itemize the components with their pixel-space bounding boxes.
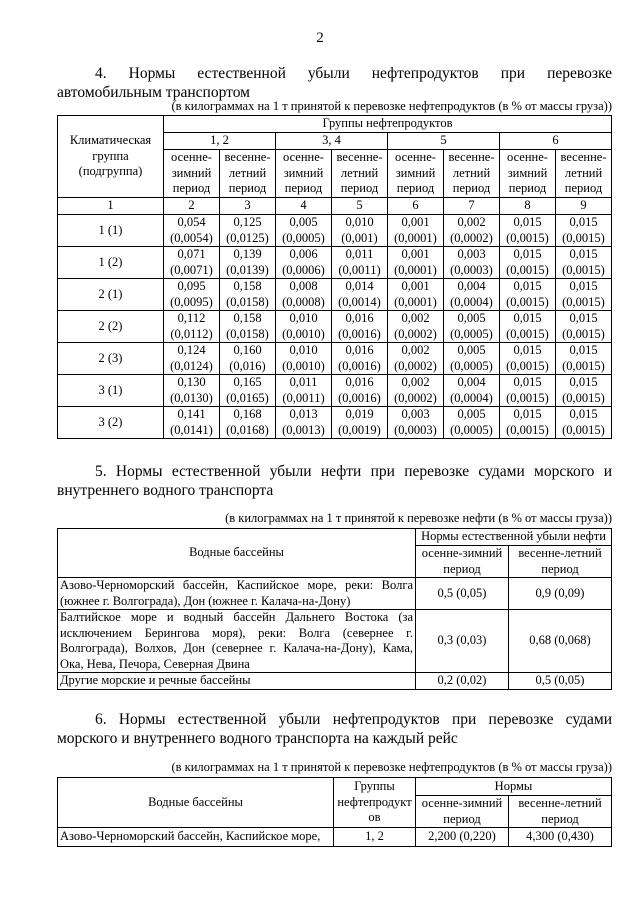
value-cell: 0,019 (0,0019)	[332, 407, 388, 439]
header-spring-summer: весенне-летний период	[332, 150, 388, 198]
value-cell: 0,071 (0,0071)	[164, 247, 220, 279]
header-groups-title: Группы нефтепродуктов	[164, 116, 612, 133]
climate-group-cell: 1 (1)	[58, 215, 164, 247]
table-oil-water-transport	[57, 528, 612, 690]
value-cell: 0,015 (0,0015)	[500, 343, 556, 375]
column-number: 4	[276, 198, 332, 215]
autumn-winter-cell: 0,5 (0,05)	[416, 578, 509, 610]
value-cell: 0,011 (0,0011)	[332, 247, 388, 279]
climate-group-cell: 3 (1)	[58, 375, 164, 407]
header-basins: Водные бассейны	[58, 778, 334, 828]
header-group-2: 3, 4	[276, 133, 388, 150]
header-autumn-winter: осенне-зимний период	[164, 150, 220, 198]
column-number: 6	[388, 198, 444, 215]
header-group-3: 5	[388, 133, 500, 150]
autumn-winter-cell: 2,200 (0,220)	[416, 828, 509, 847]
value-cell: 0,002 (0,0002)	[444, 215, 500, 247]
value-cell: 0,124 (0,0124)	[164, 343, 220, 375]
value-cell: 0,002 (0,0002)	[388, 343, 444, 375]
header-spring-summer: весенне-летний период	[556, 150, 612, 198]
value-cell: 0,010 (0,0010)	[276, 311, 332, 343]
table-row	[58, 673, 612, 690]
value-cell: 0,125 (0,0125)	[220, 215, 276, 247]
spring-summer-cell: 0,5 (0,05)	[509, 673, 612, 690]
header-autumn-winter: осенне-зимний период	[388, 150, 444, 198]
column-number: 1	[58, 198, 164, 215]
header-autumn-winter: осенне-зимний период	[500, 150, 556, 198]
value-cell: 0,001 (0,0001)	[388, 215, 444, 247]
value-cell: 0,130 (0,0130)	[164, 375, 220, 407]
value-cell: 0,004 (0,0004)	[444, 279, 500, 311]
value-cell: 0,001 (0,0001)	[388, 247, 444, 279]
value-cell: 0,001 (0,0001)	[388, 279, 444, 311]
value-cell: 0,002 (0,0002)	[388, 375, 444, 407]
value-cell: 0,008 (0,0008)	[276, 279, 332, 311]
column-number: 9	[556, 198, 612, 215]
value-cell: 0,014 (0,0014)	[332, 279, 388, 311]
value-cell: 0,003 (0,0003)	[388, 407, 444, 439]
value-cell: 0,165 (0,0165)	[220, 375, 276, 407]
value-cell: 0,015 (0,0015)	[500, 311, 556, 343]
spring-summer-cell: 0,9 (0,09)	[509, 578, 612, 610]
value-cell: 0,010 (0,001)	[332, 215, 388, 247]
section6-unit-note: (в килограммах на 1 т принятой к перевозке нефтепродуктов (в % от массы груза))	[171, 760, 612, 774]
section5-title: 5. Нормы естественной убыли нефти при перевозке судами морского и внутреннего водного транспорта	[57, 463, 612, 499]
value-cell: 0,139 (0,0139)	[220, 247, 276, 279]
value-cell: 0,015 (0,0015)	[556, 279, 612, 311]
column-number: 8	[500, 198, 556, 215]
value-cell: 0,016 (0,0016)	[332, 343, 388, 375]
value-cell: 0,005 (0,0005)	[444, 311, 500, 343]
column-number: 5	[332, 198, 388, 215]
value-cell: 0,160 (0,016)	[220, 343, 276, 375]
header-autumn-winter: осенне-зимний период	[276, 150, 332, 198]
spring-summer-cell: 0,68 (0,068)	[509, 610, 612, 673]
header-norms: Нормы естественной убыли нефти	[416, 529, 612, 546]
header-groups: Группы нефтепродукт ов	[334, 778, 416, 828]
section4-unit-note: (в килограммах на 1 т принятой к перевозке нефтепродуктов (в % от массы груза))	[171, 99, 612, 113]
climate-group-cell: 2 (2)	[58, 311, 164, 343]
value-cell: 0,005 (0,0005)	[276, 215, 332, 247]
value-cell: 0,168 (0,0168)	[220, 407, 276, 439]
table-auto-transport	[57, 115, 612, 439]
autumn-winter-cell: 0,3 (0,03)	[416, 610, 509, 673]
header-spring-summer: весенне-летний период	[220, 150, 276, 198]
header-group-1: 1, 2	[164, 133, 276, 150]
value-cell: 0,015 (0,0015)	[500, 215, 556, 247]
value-cell: 0,015 (0,0015)	[500, 279, 556, 311]
table-row	[58, 279, 612, 311]
value-cell: 0,011 (0,0011)	[276, 375, 332, 407]
table-row	[58, 375, 612, 407]
value-cell: 0,158 (0,0158)	[220, 279, 276, 311]
value-cell: 0,015 (0,0015)	[556, 215, 612, 247]
header-group-4: 6	[500, 133, 612, 150]
section6-title: 6. Нормы естественной убыли нефтепродуктов при перевозке судами морского и внутреннего водного транспорта на каждый рейс	[57, 711, 612, 747]
value-cell: 0,016 (0,0016)	[332, 311, 388, 343]
value-cell: 0,015 (0,0015)	[556, 375, 612, 407]
basin-cell: Азово-Черноморский бассейн, Каспийское море,	[58, 828, 334, 847]
value-cell: 0,003 (0,0003)	[444, 247, 500, 279]
table-row	[58, 311, 612, 343]
value-cell: 0,004 (0,0004)	[444, 375, 500, 407]
climate-group-cell: 3 (2)	[58, 407, 164, 439]
value-cell: 0,095 (0,0095)	[164, 279, 220, 311]
header-spring-summer: весенне-летний период	[509, 796, 612, 828]
value-cell: 0,015 (0,0015)	[500, 247, 556, 279]
groups-cell: 1, 2	[334, 828, 416, 847]
table-row	[58, 407, 612, 439]
value-cell: 0,054 (0,0054)	[164, 215, 220, 247]
autumn-winter-cell: 0,2 (0,02)	[416, 673, 509, 690]
value-cell: 0,158 (0,0158)	[220, 311, 276, 343]
climate-group-cell: 2 (1)	[58, 279, 164, 311]
basin-cell: Балтийское море и водный бассейн Дальнего Востока (за исключением Берингова моря), реки: Волга (севернее г. Волгограда), Волхов, Дон (севернее г. Калача-на-Дону), Кама, Ока, Нева, Печора, Северная Двина	[58, 610, 416, 673]
header-autumn-winter: осенне-зимний период	[416, 796, 509, 828]
value-cell: 0,013 (0,0013)	[276, 407, 332, 439]
table-row	[58, 578, 612, 610]
section5-unit-note: (в килограммах на 1 т принятой к перевозке нефти (в % от массы груза))	[225, 511, 612, 525]
value-cell: 0,015 (0,0015)	[556, 311, 612, 343]
value-cell: 0,015 (0,0015)	[556, 407, 612, 439]
header-basins: Водные бассейны	[58, 529, 416, 578]
value-cell: 0,006 (0,0006)	[276, 247, 332, 279]
table-products-water-transport	[57, 777, 612, 847]
header-spring-summer: весенне-летний период	[444, 150, 500, 198]
value-cell: 0,015 (0,0015)	[556, 343, 612, 375]
header-climate-group: Климатическая группа (подгруппа)	[58, 116, 164, 198]
climate-group-cell: 2 (3)	[58, 343, 164, 375]
column-number: 3	[220, 198, 276, 215]
spring-summer-cell: 4,300 (0,430)	[509, 828, 612, 847]
table-row	[58, 247, 612, 279]
value-cell: 0,015 (0,0015)	[556, 247, 612, 279]
table-row	[58, 215, 612, 247]
table-row	[58, 610, 612, 673]
basin-cell: Азово-Черноморский бассейн, Каспийское море, реки: Волга (южнее г. Волгограда), Дон (южнее г. Калача-на-Дону)	[58, 578, 416, 610]
header-spring-summer: весенне-летний период	[509, 546, 612, 578]
column-number: 7	[444, 198, 500, 215]
section4-title: 4. Нормы естественной убыли нефтепродуктов при перевозке автомобильным транспортом	[57, 65, 612, 101]
value-cell: 0,015 (0,0015)	[500, 375, 556, 407]
value-cell: 0,015 (0,0015)	[500, 407, 556, 439]
table-row	[58, 828, 612, 847]
value-cell: 0,005 (0,0005)	[444, 343, 500, 375]
value-cell: 0,010 (0,0010)	[276, 343, 332, 375]
header-autumn-winter: осенне-зимний период	[416, 546, 509, 578]
header-norms: Нормы	[416, 778, 612, 796]
column-number: 2	[164, 198, 220, 215]
value-cell: 0,005 (0,0005)	[444, 407, 500, 439]
climate-group-cell: 1 (2)	[58, 247, 164, 279]
value-cell: 0,016 (0,0016)	[332, 375, 388, 407]
value-cell: 0,141 (0,0141)	[164, 407, 220, 439]
value-cell: 0,112 (0,0112)	[164, 311, 220, 343]
table-row	[58, 343, 612, 375]
page-number: 2	[316, 30, 324, 46]
value-cell: 0,002 (0,0002)	[388, 311, 444, 343]
basin-cell: Другие морские и речные бассейны	[58, 673, 416, 690]
